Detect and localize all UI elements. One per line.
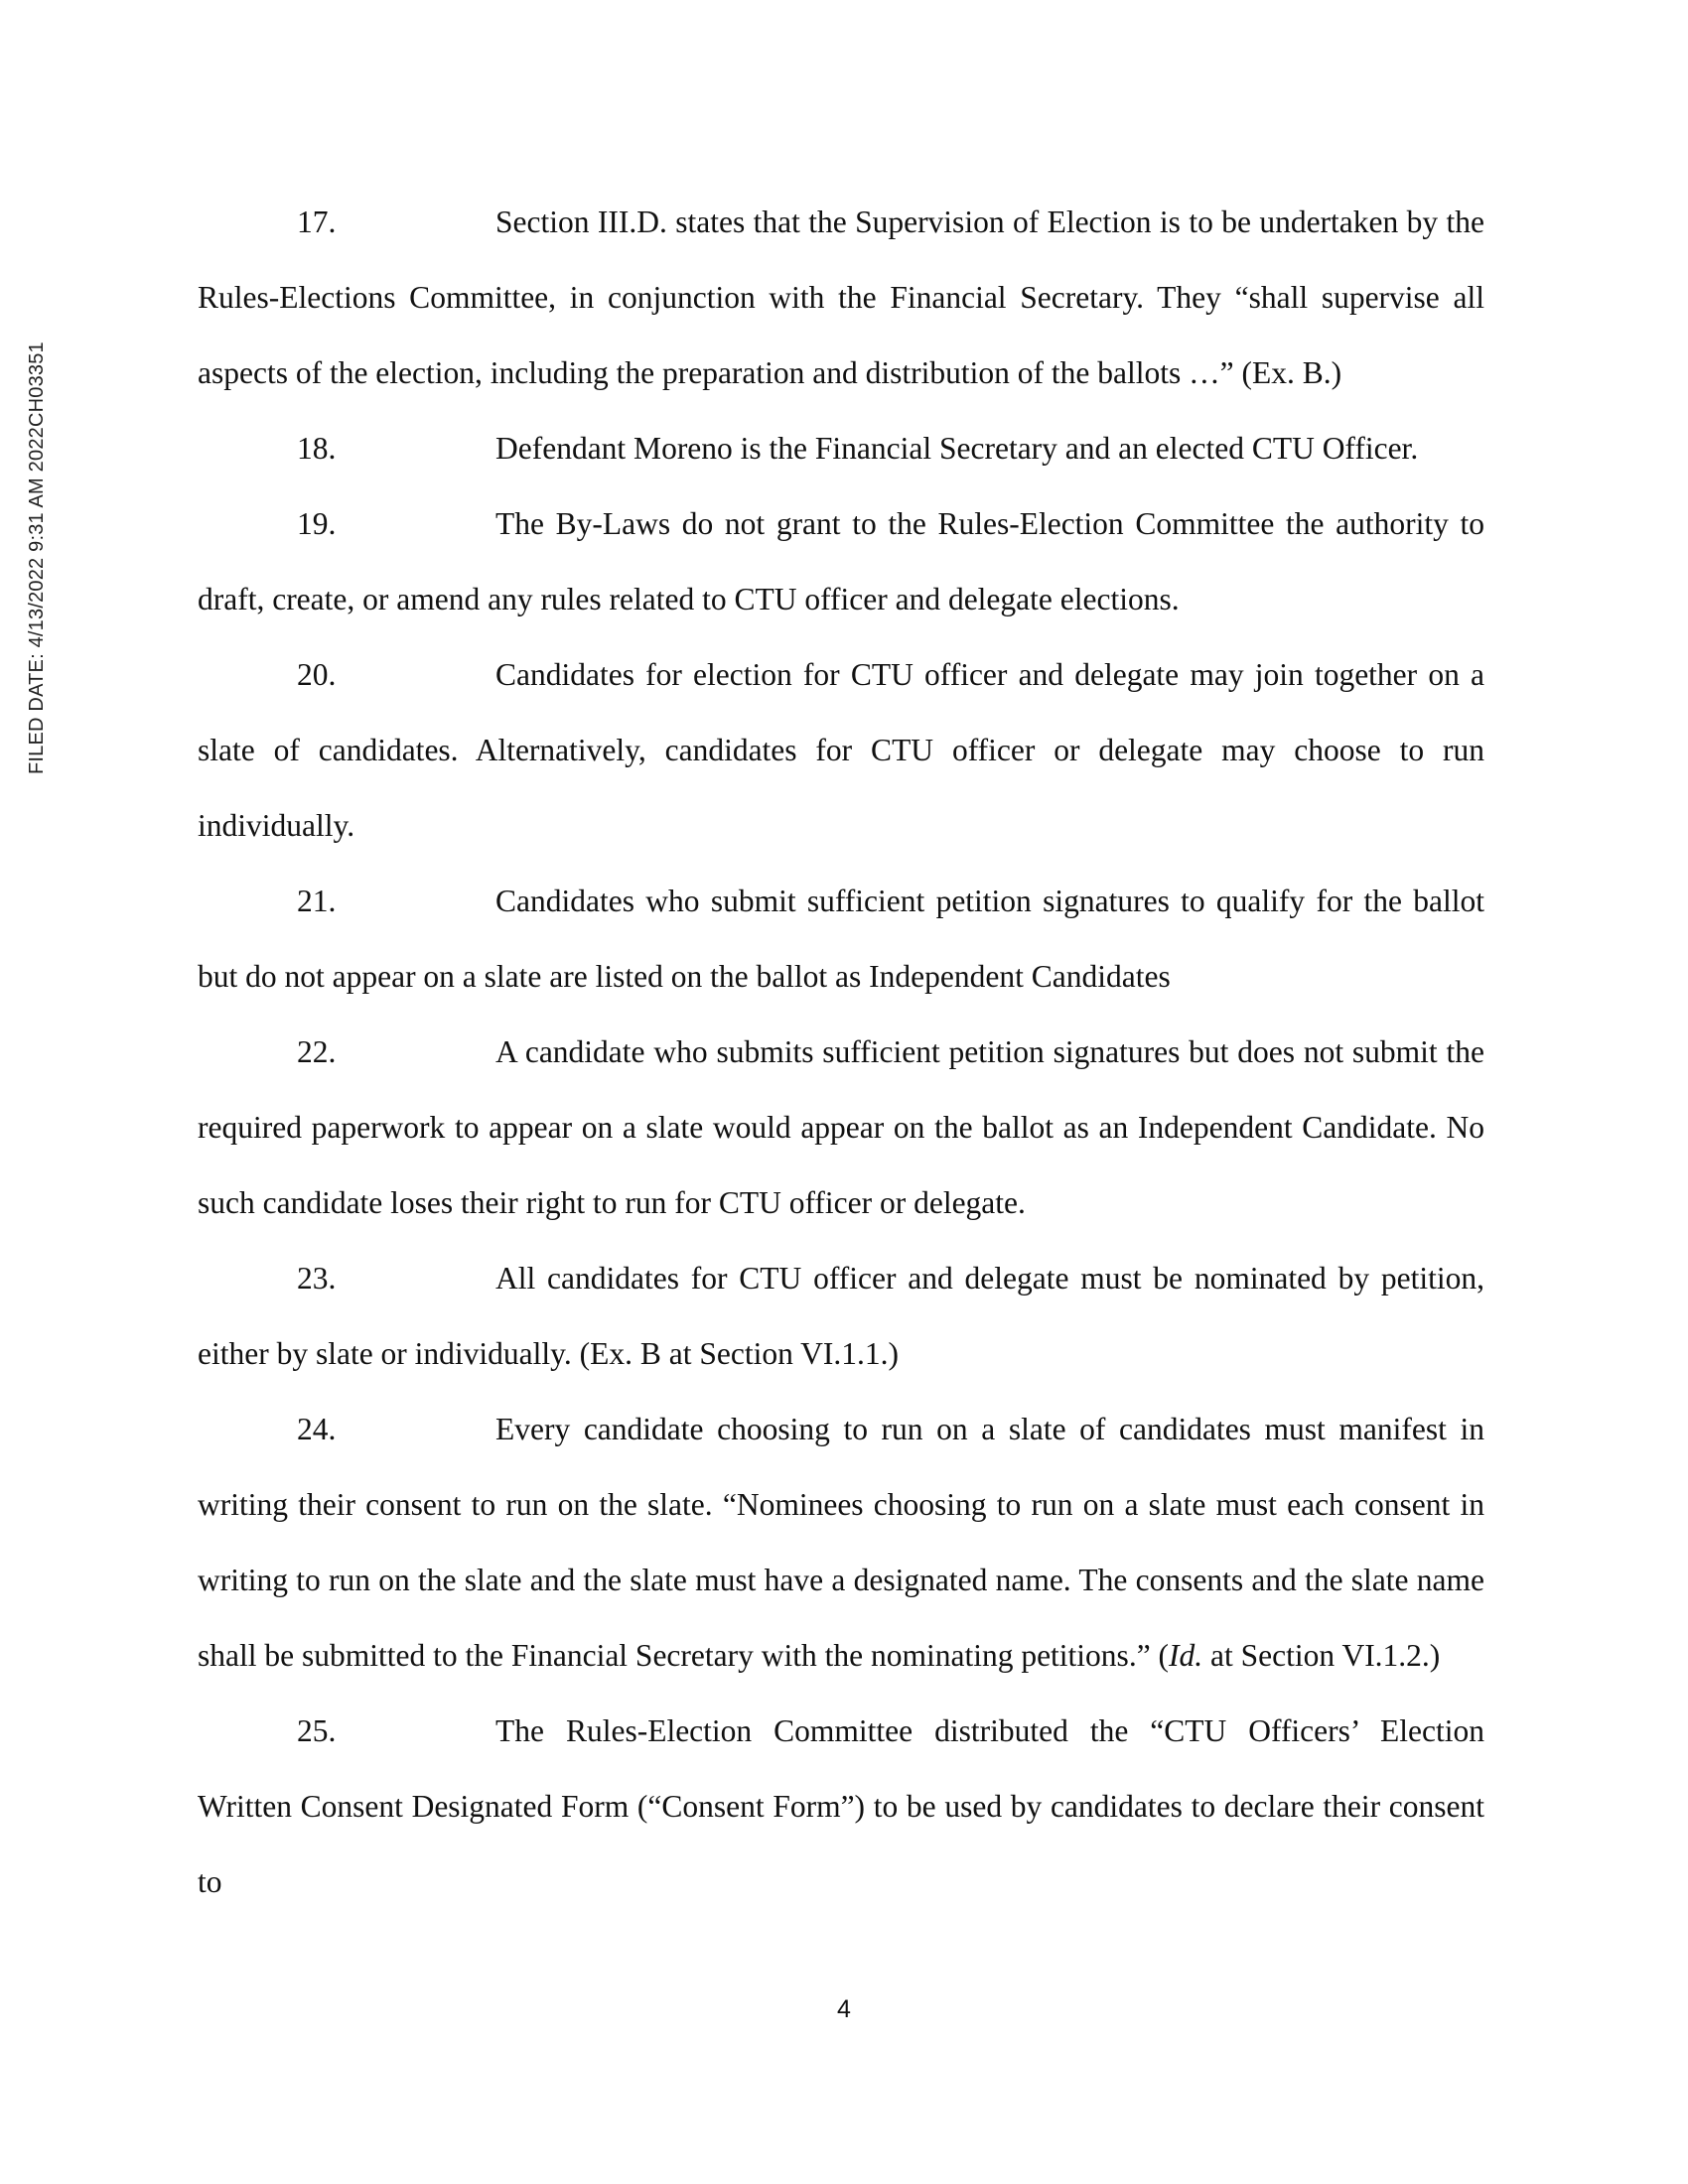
paragraph-22 xyxy=(198,1015,1484,1241)
paragraph-number: 17. xyxy=(297,205,337,239)
page-number: 4 xyxy=(837,1995,851,2023)
paragraph-24 xyxy=(198,1392,1484,1694)
paragraph-17 xyxy=(198,185,1484,411)
paragraph-25 xyxy=(198,1694,1484,1920)
paragraph-23 xyxy=(198,1241,1484,1392)
paragraph-20 xyxy=(198,637,1484,864)
paragraph-number: 23. xyxy=(297,1261,337,1296)
paragraph-text: Candidates who submit sufficient petition signatures to qualify for the ballot but do not appear on a slate are listed on the ballot as Independent Candidates xyxy=(198,884,1484,994)
paragraph-number: 25. xyxy=(297,1713,337,1748)
paragraph-text: Defendant Moreno is the Financial Secretary and an elected CTU Officer. xyxy=(495,431,1419,466)
paragraph-number: 19. xyxy=(297,506,337,541)
paragraph-text: The Rules-Election Committee distributed the “CTU Officers’ Election Written Consent Designated Form (“Consent Form”) to be used by candidates to declare their consent to xyxy=(198,1713,1484,1899)
paragraph-text: The By-Laws do not grant to the Rules-Election Committee the authority to draft, create, or amend any rules related to CTU officer and delegate elections. xyxy=(198,506,1484,616)
paragraph-number: 18. xyxy=(297,431,337,466)
paragraph-21 xyxy=(198,864,1484,1015)
paragraph-text-continued: at Section VI.1.2.) xyxy=(1202,1638,1441,1673)
paragraph-number: 20. xyxy=(297,657,337,692)
paragraph-text: Every candidate choosing to run on a slate of candidates must manifest in writing their consent to run on the slate. “Nominees choosing to run on a slate must each consent in writing to run on the slate and the slate must have a designated name. The consents and the slate name shall be submitted to the Financial Secretary with the nominating petitions.” ( xyxy=(198,1412,1484,1673)
paragraph-text: Candidates for election for CTU officer and delegate may join together on a slate of candidates. Alternatively, candidates for CTU officer or delegate may choose to run individually. xyxy=(198,657,1484,843)
filed-date-stamp: FILED DATE: 4/13/2022 9:31 AM 2022CH03351 xyxy=(26,341,48,774)
paragraph-text: All candidates for CTU officer and delegate must be nominated by petition, either by slate or individually. (Ex. B at Section VI.1.1.) xyxy=(198,1261,1484,1371)
paragraph-number: 21. xyxy=(297,884,337,918)
citation-id: Id. xyxy=(1169,1638,1203,1673)
paragraph-18 xyxy=(198,411,1484,486)
document-body xyxy=(198,185,1484,1920)
paragraph-number: 22. xyxy=(297,1034,337,1069)
paragraph-text: Section III.D. states that the Supervision of Election is to be undertaken by the Rules-Elections Committee, in conjunction with the Financial Secretary. They “shall supervise all aspects of the election, including the preparation and distribution of the ballots …” (Ex. B.) xyxy=(198,205,1484,390)
paragraph-number: 24. xyxy=(297,1412,337,1446)
paragraph-text: A candidate who submits sufficient petition signatures but does not submit the required paperwork to appear on a slate would appear on the ballot as an Independent Candidate. No such candidate loses their right to run for CTU officer or delegate. xyxy=(198,1034,1484,1220)
paragraph-19 xyxy=(198,486,1484,637)
